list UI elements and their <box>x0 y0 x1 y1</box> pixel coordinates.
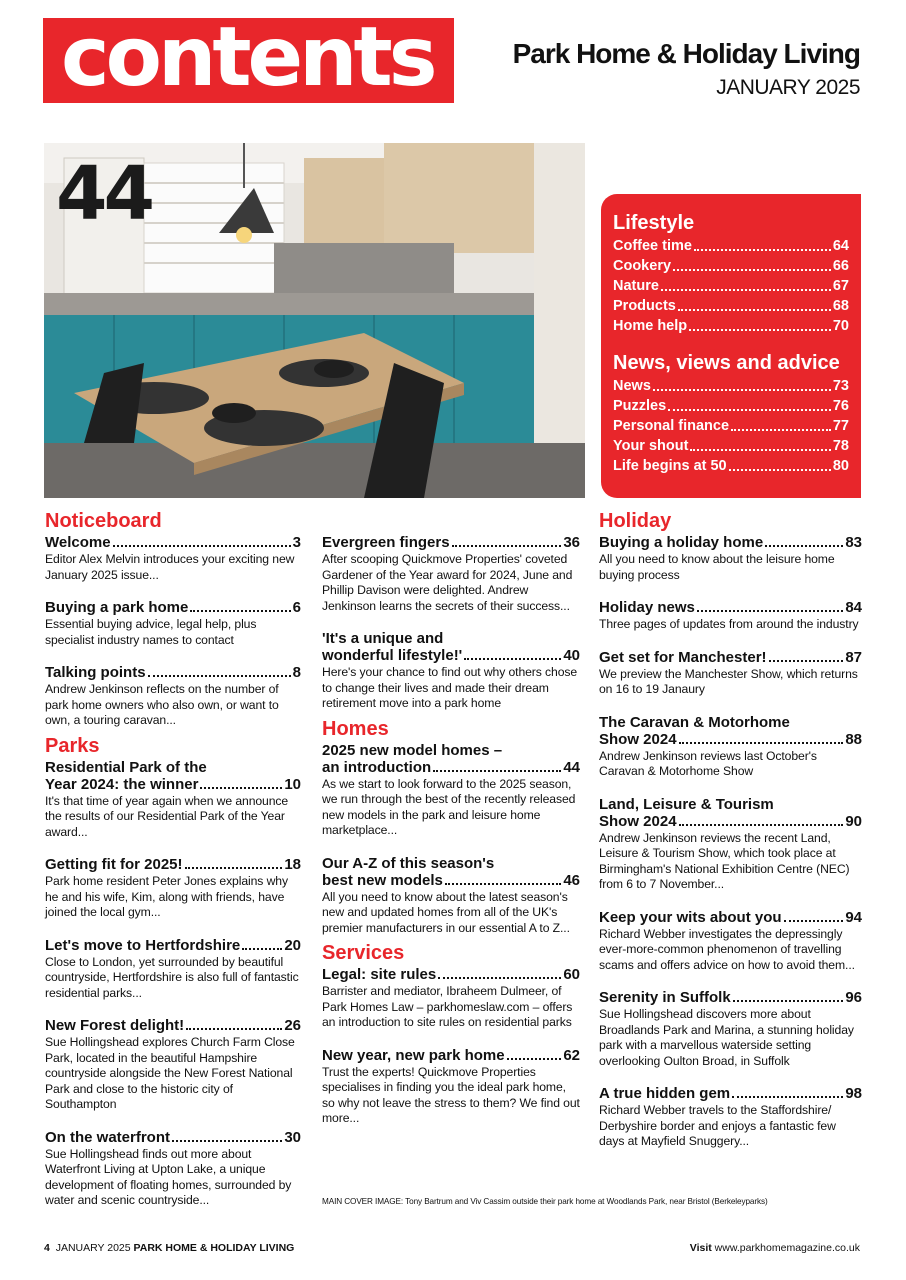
lifestyle-news-box <box>601 194 861 498</box>
dot-leader <box>694 236 831 251</box>
entry-title: wonderful lifestyle!' <box>322 647 463 664</box>
toc-entry <box>45 937 301 1002</box>
dot-leader <box>452 545 562 547</box>
toc-entry <box>599 909 862 974</box>
entry-title: Get set for Manchester! <box>599 648 767 666</box>
dot-leader <box>673 256 831 271</box>
entry-page: 40 <box>563 647 580 664</box>
entry-title: Buying a park home <box>45 599 189 616</box>
toc-item-page: 80 <box>832 458 849 474</box>
toc-item-name: Coffee time <box>613 238 692 254</box>
toc-item-name: Home help <box>613 318 688 334</box>
toc-entry <box>599 714 862 780</box>
entry-description: We preview the Manchester Show, which returns on 16 to 19 Janaury <box>599 666 858 696</box>
toc-row <box>613 236 849 256</box>
photo-page-number: 44 <box>56 151 151 237</box>
toc-item-page: 66 <box>832 258 849 274</box>
toc-entry <box>599 796 862 893</box>
entry-page: 8 <box>292 664 301 681</box>
dot-leader <box>113 545 291 547</box>
entry-title: Serenity in Suffolk <box>599 989 731 1006</box>
entry-page: 84 <box>845 599 862 616</box>
entry-page: 90 <box>845 812 862 830</box>
dot-leader <box>732 1096 843 1098</box>
entry-description: Three pages of updates from around the industry <box>599 617 859 631</box>
entry-description: Richard Webber investigates the depressingly ever-more-common phenomenon of travelling scams and offers advice on how to avoid them... <box>599 926 855 972</box>
entry-page: 20 <box>284 936 301 954</box>
entry-title: Keep your wits about you <box>599 908 782 926</box>
entry-page: 36 <box>563 534 580 551</box>
entry-description: As we start to look forward to the 2025 season, we run through the best of the recently released new models in the park and leisure home marketplace... <box>322 776 576 837</box>
dot-leader <box>729 456 831 471</box>
toc-entry <box>45 664 301 729</box>
entry-page: 44 <box>563 758 580 776</box>
entry-description: Sue Hollingshead explores Church Farm Close Park, located in the beautiful Hampshire countryside alongside the New Forest National Park and close to the historic city of Southampton <box>45 1035 295 1111</box>
entry-title: Holiday news <box>599 599 695 616</box>
entry-page: 88 <box>845 730 862 748</box>
footer-url[interactable]: www.parkhomemagazine.co.uk <box>714 1242 860 1254</box>
toc-row <box>613 296 849 316</box>
toc-entry <box>322 742 580 839</box>
entry-page: 30 <box>284 1128 301 1146</box>
dot-leader <box>689 316 831 331</box>
entry-title: Show 2024 <box>599 812 677 830</box>
services-heading: Services <box>322 942 405 964</box>
footer-visit-label: Visit <box>689 1242 712 1254</box>
dot-leader <box>784 920 844 922</box>
entry-title: Buying a holiday home <box>599 534 764 551</box>
entry-title-line: The Caravan & Motorhome <box>599 713 790 731</box>
kitchen-photo <box>44 143 585 498</box>
toc-item-name: Products <box>613 298 676 314</box>
footer-page-number: 4 <box>44 1242 50 1254</box>
entry-title: Let's move to Hertfordshire <box>45 936 241 954</box>
entry-page: 83 <box>845 534 862 551</box>
entry-description: All you need to know about the latest season's new and updated homes from all of the UK's premier manufacturers in our essential A to Z... <box>322 889 570 935</box>
toc-item-name: Personal finance <box>613 418 730 434</box>
toc-entry <box>322 534 580 614</box>
entry-title: A true hidden gem <box>599 1085 731 1102</box>
entry-title-line: Residential Park of the <box>45 758 207 776</box>
toc-entry <box>599 534 862 583</box>
column-3 <box>599 510 862 1166</box>
dot-leader <box>765 545 843 547</box>
entry-description: Editor Alex Melvin introduces your exciting new January 2025 issue... <box>45 552 295 582</box>
entry-page: 6 <box>292 599 301 616</box>
news-heading: News, views and advice <box>613 352 840 374</box>
toc-entry <box>599 989 862 1069</box>
dot-leader <box>679 742 844 744</box>
toc-row <box>613 376 849 396</box>
toc-item-name: Cookery <box>613 258 672 274</box>
dot-leader <box>653 376 831 391</box>
toc-item-page: 67 <box>832 278 849 294</box>
toc-entry <box>599 1085 862 1150</box>
dot-leader <box>769 660 844 662</box>
entry-description: Barrister and mediator, Ibraheem Dulmeer, of Park Homes Law – parkhomeslaw.com – offers an introduction to site rules on residential parks <box>322 984 573 1029</box>
dot-leader <box>690 436 830 451</box>
entry-page: 3 <box>292 534 301 551</box>
entry-page: 87 <box>845 648 862 666</box>
dot-leader <box>733 1000 844 1002</box>
magazine-title: Park Home & Holiday Living <box>512 38 860 69</box>
toc-item-page: 76 <box>832 398 849 414</box>
contents-heading: contents <box>61 10 434 105</box>
issue-date: JANUARY 2025 <box>716 76 860 99</box>
entry-description: It's that time of year again when we announce the results of our Residential Park of the Year award... <box>45 793 289 839</box>
entry-title: New Forest delight! <box>45 1017 185 1034</box>
column-1 <box>45 510 301 1225</box>
toc-entry <box>322 966 580 1031</box>
entry-page: 96 <box>845 989 862 1006</box>
contents-banner <box>43 10 454 105</box>
entry-title: Evergreen fingers <box>322 534 450 551</box>
entry-description: Andrew Jenkinson reviews the recent Land, Leisure & Tourism Show, which took place at Birmingham's National Exhibition Centre (NEC) from 6 to 7 November... <box>599 830 850 891</box>
dot-leader <box>731 416 831 431</box>
toc-item-name: News <box>613 378 651 394</box>
toc-entry <box>322 630 580 712</box>
entry-title: Legal: site rules <box>322 966 437 983</box>
toc-entry <box>322 855 580 937</box>
entry-title-line: Land, Leisure & Tourism <box>599 795 774 813</box>
dot-leader <box>661 276 831 291</box>
entry-description: Richard Webber travels to the Staffordshire/ Derbyshire border and enjoys a fantastic few days at Mayfield Snuggery... <box>599 1103 836 1148</box>
toc-item-name: Nature <box>613 278 659 294</box>
toc-row <box>613 416 849 436</box>
dot-leader <box>148 675 291 677</box>
entry-description: Andrew Jenkinson reviews last October's Caravan & Motorhome Show <box>599 748 817 778</box>
entry-title-line: 'It's a unique and <box>322 630 444 647</box>
entry-title: Year 2024: the winner <box>45 775 199 793</box>
dot-leader <box>185 867 283 869</box>
toc-entry <box>599 599 862 633</box>
entry-title-line: 2025 new model homes – <box>322 741 503 759</box>
toc-entry <box>45 599 301 648</box>
toc-entry <box>45 856 301 921</box>
footer-date: JANUARY 2025 <box>55 1242 131 1254</box>
entry-title: On the waterfront <box>45 1128 171 1146</box>
entry-description: Here's your chance to find out why others chose to change their lives and made their dream retirement move into a park home <box>322 665 578 710</box>
toc-item-page: 73 <box>832 378 849 394</box>
dot-leader <box>697 610 843 612</box>
holiday-heading: Holiday <box>599 510 672 532</box>
toc-row <box>613 276 849 296</box>
toc-item-name: Life begins at 50 <box>613 458 727 474</box>
dot-leader <box>190 610 290 612</box>
footer-left <box>44 1242 294 1254</box>
toc-item-name: Your shout <box>613 438 689 454</box>
entry-title-line: Our A-Z of this season's <box>322 854 495 872</box>
entry-page: 62 <box>563 1046 580 1064</box>
entry-page: 26 <box>284 1017 301 1034</box>
entry-description: Sue Hollingshead discovers more about Broadlands Park and Marina, a stunning holiday park with a marvellous waterside setting overlooking Oulton Broad, in Suffolk <box>599 1007 854 1068</box>
column-2 <box>322 534 580 1143</box>
entry-description: All you need to know about the leisure home buying process <box>599 552 835 582</box>
dot-leader <box>172 1140 282 1142</box>
entry-description: Andrew Jenkinson reflects on the number of park home owners who also own, or want to own, a touring caravan... <box>45 682 279 727</box>
toc-entry <box>45 759 301 841</box>
dot-leader <box>464 658 561 660</box>
dot-leader <box>433 770 561 772</box>
toc-row <box>613 256 849 276</box>
dot-leader <box>438 977 561 979</box>
entry-title: an introduction <box>322 758 432 776</box>
homes-heading: Homes <box>322 717 389 740</box>
toc-item-page: 70 <box>832 318 849 334</box>
toc-entry <box>599 649 862 698</box>
entry-page: 46 <box>563 871 580 889</box>
dot-leader <box>242 948 282 950</box>
toc-entry <box>322 1047 580 1127</box>
entry-title: New year, new park home <box>322 1046 505 1064</box>
entry-page: 60 <box>563 966 580 983</box>
entry-description: Sue Hollingshead finds out more about Waterfront Living at Upton Lake, a unique development of floating homes, surrounded by water and scenic countryside... <box>45 1146 292 1207</box>
toc-item-page: 64 <box>832 238 849 254</box>
dot-leader <box>200 787 282 789</box>
toc-row <box>613 316 849 336</box>
toc-entry <box>45 1129 301 1209</box>
entry-description: Park home resident Peter Jones explains why he and his wife, Kim, along with friends, have joined the local gym... <box>45 874 288 919</box>
entry-page: 94 <box>845 908 862 926</box>
entry-title: Welcome <box>45 534 111 551</box>
toc-entry <box>45 1017 301 1113</box>
entry-page: 10 <box>284 775 301 793</box>
dot-leader <box>679 824 844 826</box>
cover-image-caption: MAIN COVER IMAGE: Tony Bartrum and Viv Cassim outside their park home at Woodlands Park, near Bristol (Berkeleyparks) <box>322 1197 768 1206</box>
toc-entry <box>45 534 301 583</box>
dot-leader <box>668 396 831 411</box>
entry-title: Talking points <box>45 664 146 681</box>
entry-description: Close to London, yet surrounded by beautiful countryside, Hertfordshire is also full of fantastic residential parks... <box>45 954 299 1000</box>
noticeboard-heading: Noticeboard <box>45 510 162 532</box>
entry-description: Essential buying advice, legal help, plus specialist industry names to contact <box>45 617 257 647</box>
lifestyle-heading: Lifestyle <box>613 212 695 234</box>
footer-magazine: PARK HOME & HOLIDAY LIVING <box>133 1242 295 1254</box>
entry-title: best new models <box>322 871 443 889</box>
entry-page: 98 <box>845 1085 862 1102</box>
toc-item-page: 78 <box>832 438 849 454</box>
parks-heading: Parks <box>45 734 100 757</box>
toc-row <box>613 396 849 416</box>
entry-title: Getting fit for 2025! <box>45 856 183 873</box>
entry-title: Show 2024 <box>599 730 677 748</box>
toc-item-name: Puzzles <box>613 398 667 414</box>
toc-row <box>613 456 849 476</box>
toc-row <box>613 436 849 456</box>
toc-item-page: 68 <box>832 298 849 314</box>
dot-leader <box>507 1058 562 1060</box>
dot-leader <box>186 1028 282 1030</box>
footer-right <box>690 1242 860 1254</box>
dot-leader <box>678 296 831 311</box>
dot-leader <box>445 883 561 885</box>
toc-item-page: 77 <box>832 418 849 434</box>
entry-description: Trust the experts! Quickmove Properties specialises in finding you the ideal park home, so why not leave the stress to them? We find out more... <box>322 1064 580 1125</box>
entry-page: 18 <box>284 856 301 873</box>
entry-description: After scooping Quickmove Properties' coveted Gardener of the Year award for 2024, June and Phillip Davison were delighted. Andrew Jenkinson learns the secrets of their success... <box>322 552 573 613</box>
